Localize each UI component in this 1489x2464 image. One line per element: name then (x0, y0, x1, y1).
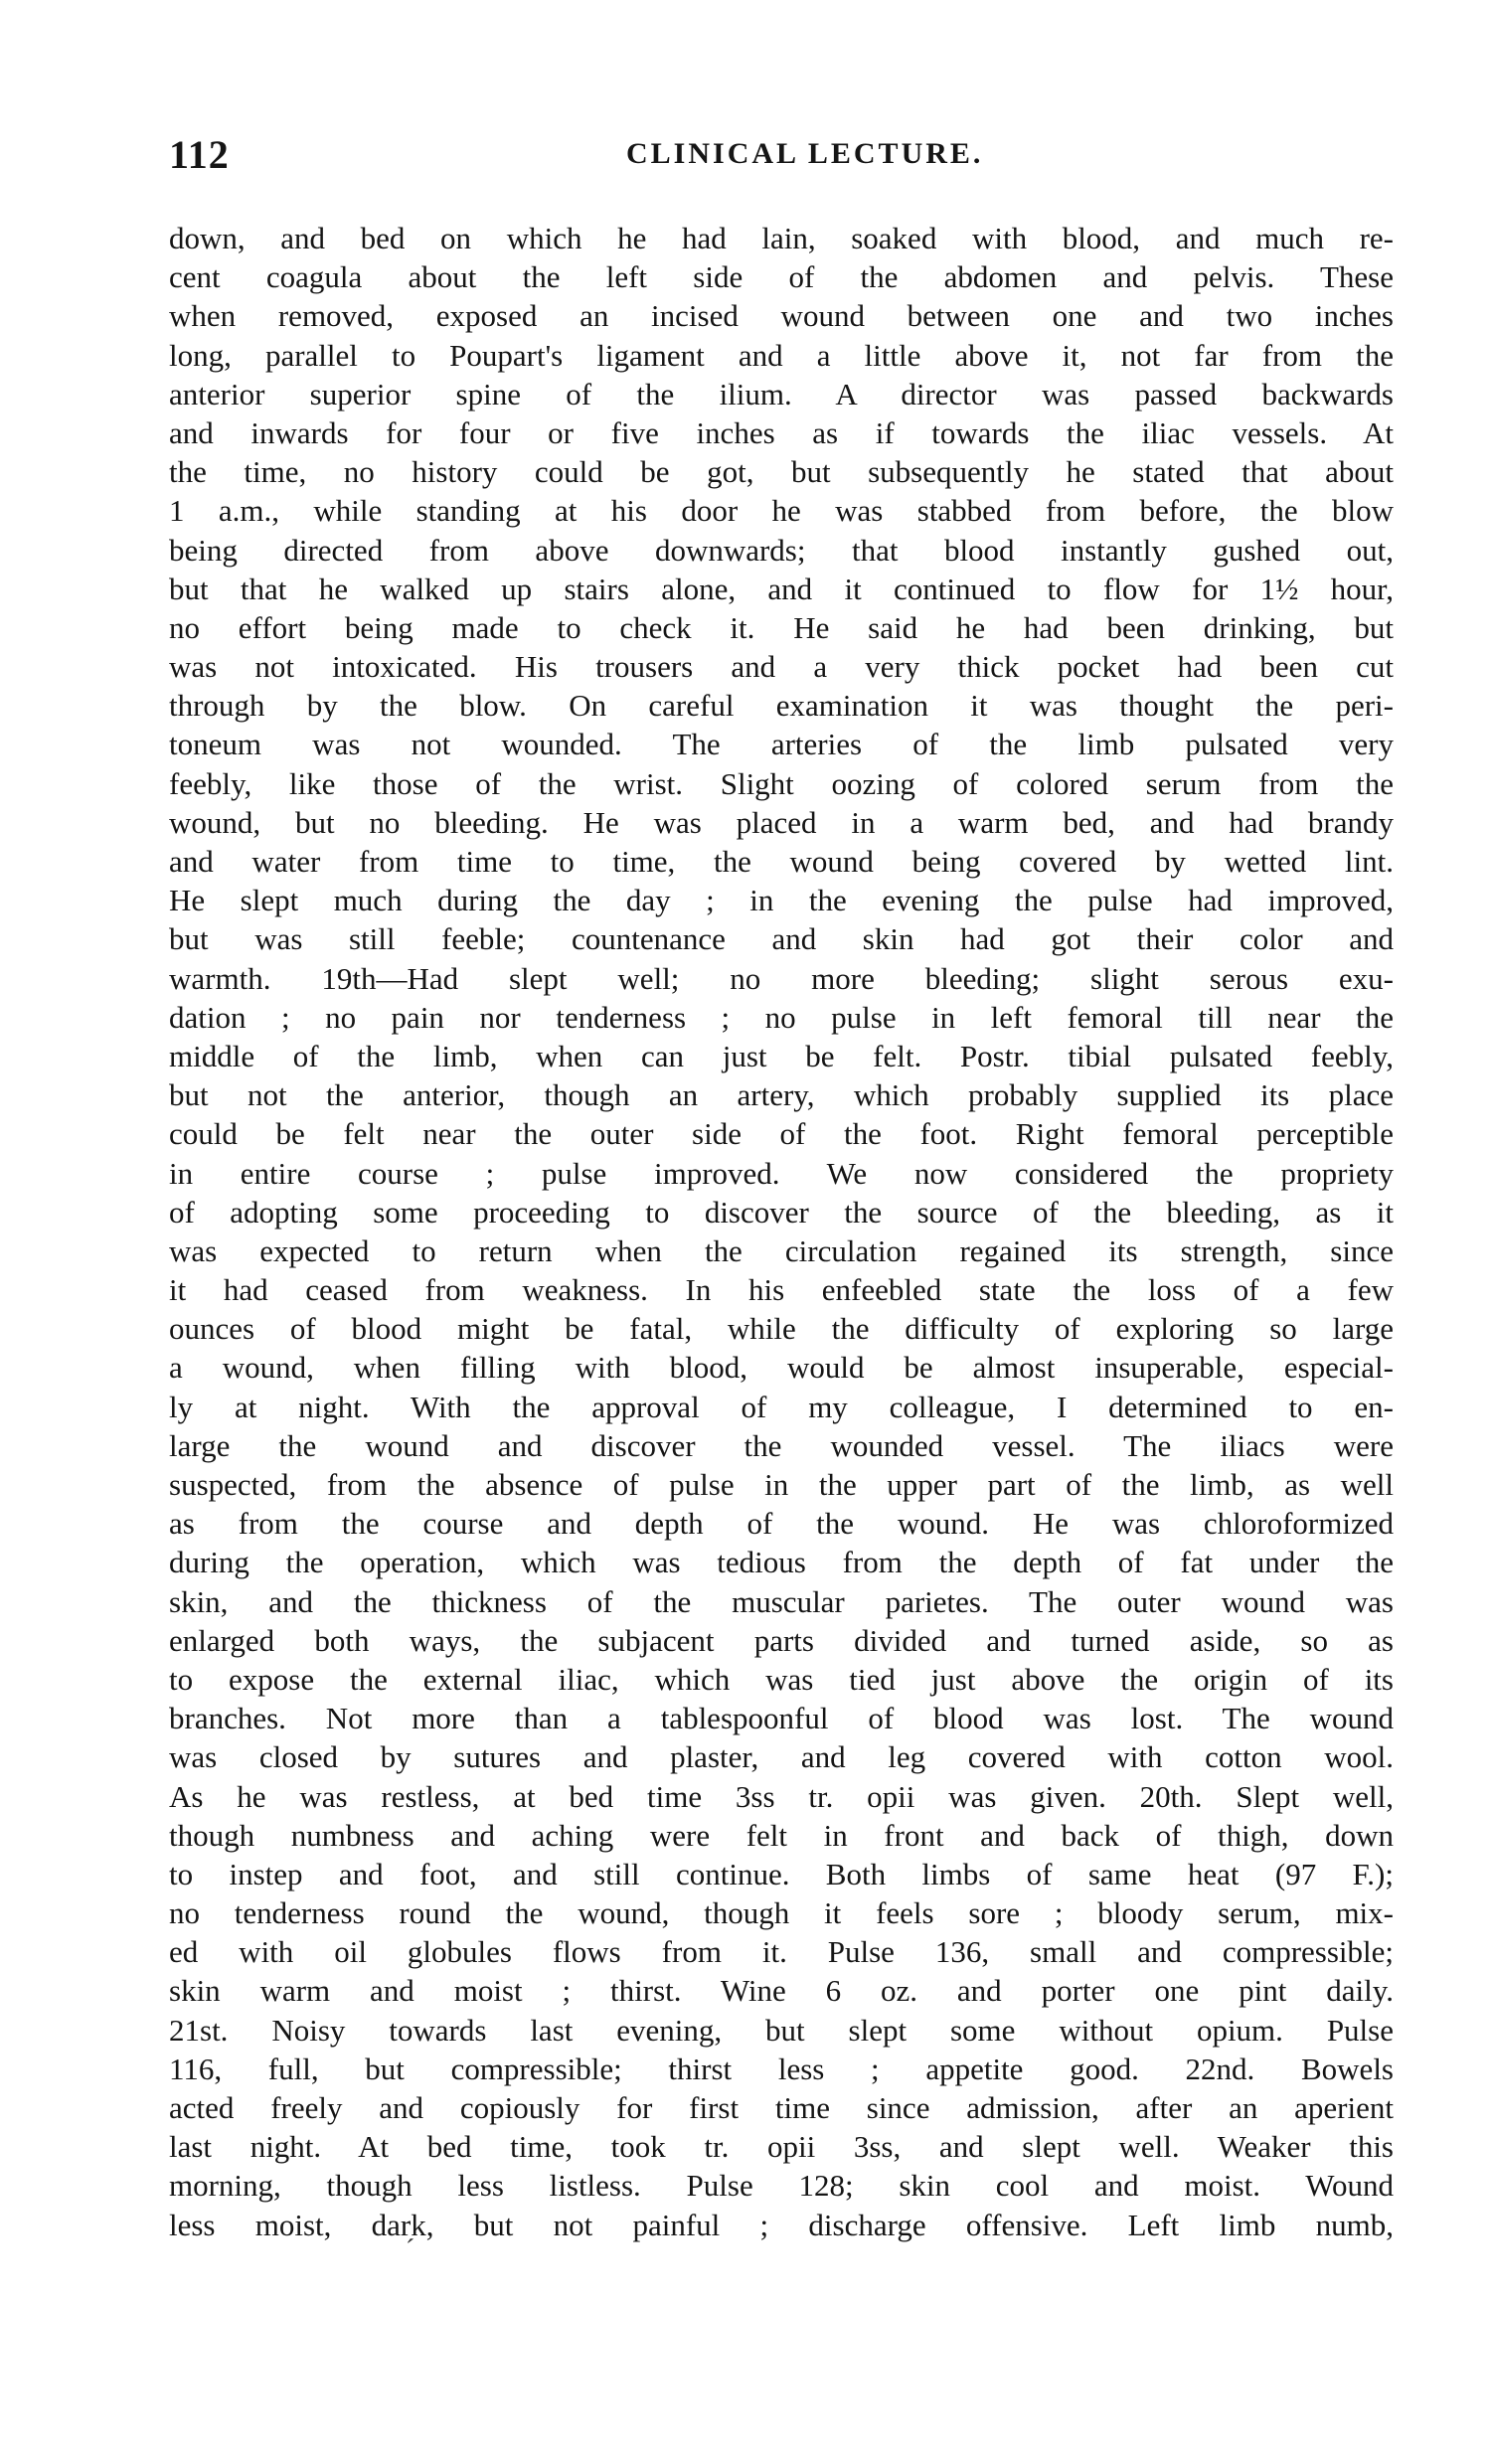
text-line: large the wound and discover the wounded vessel. The iliacs were (169, 1427, 1394, 1463)
text-line: but was still feeble; countenance and skin had got their color and (169, 921, 1394, 957)
text-line: through by the blow. On careful examination it was thought the peri- (169, 688, 1394, 724)
text-line: skin warm and moist ; thirst. Wine 6 oz. and porter one pint daily. (169, 1973, 1394, 2009)
text-line: toneum was not wounded. The arteries of the limb pulsated very (169, 727, 1394, 762)
text-line: and inwards for four or five inches as if towards the iliac vessels. At (169, 414, 1394, 450)
body-text (169, 219, 1394, 2244)
text-line: of adopting some proceeding to discover the source of the bleeding, as it (169, 1194, 1394, 1230)
text-line: suspected, from the absence of pulse in the upper part of the limb, as well (169, 1467, 1394, 1502)
text-line: wound, but no bleeding. He was placed in a warm bed, and had brandy (169, 804, 1394, 840)
stray-mark: ˊ (406, 2234, 415, 2265)
text-line: feebly, like those of the wrist. Slight oozing of colored serum from the (169, 765, 1394, 801)
text-line: when removed, exposed an incised wound between one and two inches (169, 298, 1394, 334)
text-line: morning, though less listless. Pulse 128; skin cool and moist. Wound (169, 2168, 1394, 2204)
text-line: middle of the limb, when can just be felt. Postr. tibial pulsated feebly, (169, 1038, 1394, 1073)
text-line: As he was restless, at bed time 3ss tr. opii was given. 20th. Slept well, (169, 1778, 1394, 1814)
text-line: long, parallel to Poupart's ligament and a little above it, not far from the (169, 337, 1394, 373)
text-line: 21st. Noisy towards last evening, but slept some without opium. Pulse (169, 2012, 1394, 2048)
text-line: enlarged both ways, the subjacent parts divided and turned aside, so as (169, 1622, 1394, 1658)
text-line: He slept much during the day ; in the evening the pulse had improved, (169, 883, 1394, 918)
page-number: 112 (169, 132, 230, 177)
text-line: acted freely and copiously for first time since admission, after an aperient (169, 2090, 1394, 2125)
text-line: being directed from above downwards; that blood instantly gushed out, (169, 532, 1394, 568)
text-line: no effort being made to check it. He said he had been drinking, but (169, 609, 1394, 645)
text-line: during the operation, which was tedious from the depth of fat under the (169, 1545, 1394, 1580)
text-line: to instep and foot, and still continue. Both limbs of same heat (97 F.); (169, 1856, 1394, 1891)
text-line: less moist, dark, but not painful ; discharge offensive. Left limb numb, (169, 2207, 1394, 2242)
text-line: branches. Not more than a tablespoonful of blood was lost. The wound (169, 1701, 1394, 1736)
text-line: to expose the external iliac, which was tied just above the origin of its (169, 1661, 1394, 1697)
page-header (169, 123, 1392, 183)
text-line: no tenderness round the wound, though it feels sore ; bloody serum, mix- (169, 1895, 1394, 1931)
text-line: cent coagula about the left side of the abdomen and pelvis. These (169, 259, 1394, 295)
text-line: 116, full, but compressible; thirst less ; appetite good. 22nd. Bowels (169, 2051, 1394, 2086)
text-line: but not the anterior, though an artery, which probably supplied its place (169, 1077, 1394, 1113)
text-line: dation ; no pain nor tenderness ; no pulse in left femoral till near the (169, 999, 1394, 1035)
text-line: in entire course ; pulse improved. We now considered the propriety (169, 1155, 1394, 1191)
text-line: last night. At bed time, took tr. opii 3ss, and slept well. Weaker this (169, 2129, 1394, 2165)
text-line: anterior superior spine of the ilium. A director was passed backwards (169, 376, 1394, 411)
text-line: could be felt near the outer side of the foot. Right femoral perceptible (169, 1116, 1394, 1152)
text-line: as from the course and depth of the wound. He was chloroformized (169, 1506, 1394, 1542)
text-line: ly at night. With the approval of my colleague, I determined to en- (169, 1389, 1394, 1424)
running-head: CLINICAL LECTURE. (626, 137, 984, 170)
text-line: but that he walked up stairs alone, and it continued to flow for 1½ hour, (169, 571, 1394, 606)
text-line: was not intoxicated. His trousers and a very thick pocket had been cut (169, 649, 1394, 685)
text-line: ed with oil globules flows from it. Pulse 136, small and compressible; (169, 1934, 1394, 1970)
text-line: skin, and the thickness of the muscular parietes. The outer wound was (169, 1583, 1394, 1619)
text-line: and water from time to time, the wound being covered by wetted lint. (169, 844, 1394, 879)
text-line: was closed by sutures and plaster, and leg covered with cotton wool. (169, 1739, 1394, 1775)
text-line: ounces of blood might be fatal, while the difficulty of exploring so large (169, 1311, 1394, 1347)
text-line: it had ceased from weakness. In his enfeebled state the loss of a few (169, 1272, 1394, 1308)
text-line: the time, no history could be got, but subsequently he stated that about (169, 454, 1394, 490)
text-line: was expected to return when the circulation regained its strength, since (169, 1232, 1394, 1268)
text-line: 1 a.m., while standing at his door he was stabbed from before, the blow (169, 493, 1394, 529)
text-line: a wound, when filling with blood, would be almost insuperable, especial- (169, 1350, 1394, 1386)
text-line: down, and bed on which he had lain, soaked with blood, and much re- (169, 221, 1394, 255)
text-line: though numbness and aching were felt in front and back of thigh, down (169, 1817, 1394, 1853)
text-line: warmth. 19th—Had slept well; no more bleeding; slight serous exu- (169, 960, 1394, 996)
